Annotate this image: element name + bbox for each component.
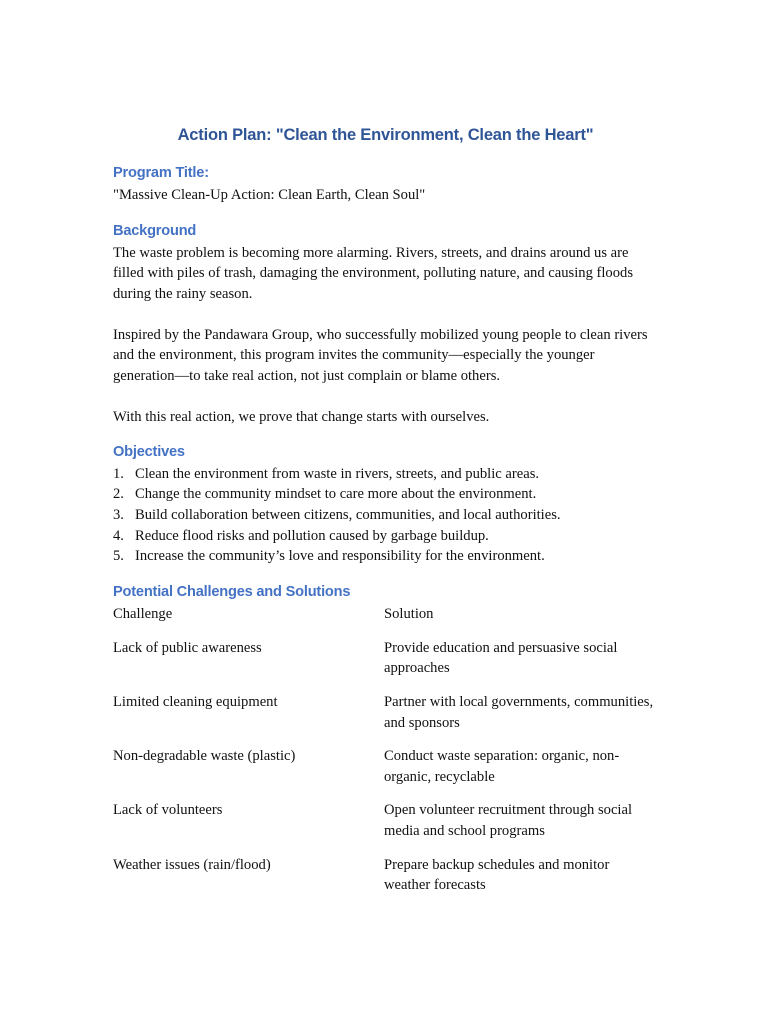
challenge-cell: Limited cleaning equipment	[113, 694, 278, 710]
solution-cell: Prepare backup schedules and monitor weather forecasts	[384, 856, 610, 894]
objective-item	[113, 526, 658, 547]
objective-item	[113, 464, 658, 485]
table-header-solution: Solution	[384, 605, 434, 622]
objective-item	[113, 546, 658, 567]
challenges-section	[113, 582, 658, 909]
objective-number: 1.	[113, 465, 124, 482]
objective-text: Change the community mindset to care more about the environment.	[135, 486, 537, 503]
objective-item	[113, 484, 658, 505]
challenges-heading: Potential Challenges and Solutions	[113, 583, 351, 600]
program-title-text: "Massive Clean-Up Action: Clean Earth, Clean Soul"	[113, 187, 426, 203]
program-title-heading: Program Title:	[113, 165, 209, 181]
solution-cell: Partner with local governments, communities, and sponsors	[384, 694, 654, 731]
challenges-table	[113, 604, 658, 909]
objectives-section	[113, 442, 658, 567]
objective-number: 3.	[113, 506, 124, 523]
solution-cell: Open volunteer recruitment through social media and school programs	[384, 802, 633, 839]
objectives-list	[113, 464, 658, 567]
objective-text: Increase the community’s love and responsibility for the environment.	[135, 548, 545, 565]
challenge-cell: Non-degradable waste (plastic)	[113, 748, 296, 765]
background-paragraph: The waste problem is becoming more alarming. Rivers, streets, and drains around us are filled with piles of trash, damaging the environment, polluting nature, and causing floods during the rainy season.	[113, 244, 633, 302]
document-title: Action Plan: "Clean the Environment, Clean the Heart"	[177, 126, 594, 144]
objectives-heading: Objectives	[113, 443, 185, 460]
objective-text: Build collaboration between citizens, communities, and local authorities.	[135, 506, 561, 523]
objective-text: Clean the environment from waste in rivers, streets, and public areas.	[135, 465, 540, 482]
table-header-challenge: Challenge	[113, 605, 173, 622]
program-title-section	[113, 163, 658, 206]
background-paragraph: With this real action, we prove that change starts with ourselves.	[113, 409, 490, 426]
challenge-cell: Weather issues (rain/flood)	[113, 856, 271, 873]
background-section	[113, 221, 658, 428]
challenge-cell: Lack of volunteers	[113, 802, 223, 819]
objective-item	[113, 505, 658, 526]
objective-number: 2.	[113, 486, 124, 503]
document-page	[113, 124, 658, 909]
objective-number: 5.	[113, 548, 124, 565]
solution-cell: Conduct waste separation: organic, non-organic, recyclable	[384, 748, 620, 785]
challenge-cell: Lack of public awareness	[113, 639, 262, 656]
solution-cell: Provide education and persuasive social approaches	[384, 639, 618, 677]
background-paragraph: Inspired by the Pandawara Group, who successfully mobilized young people to clean rivers and the environment, this program invites the community—especially the younger generation—to take real action, not just complain or blame others.	[113, 326, 648, 385]
objective-text: Reduce flood risks and pollution caused by garbage buildup.	[135, 527, 489, 544]
background-heading: Background	[113, 222, 197, 239]
objective-number: 4.	[113, 527, 124, 544]
